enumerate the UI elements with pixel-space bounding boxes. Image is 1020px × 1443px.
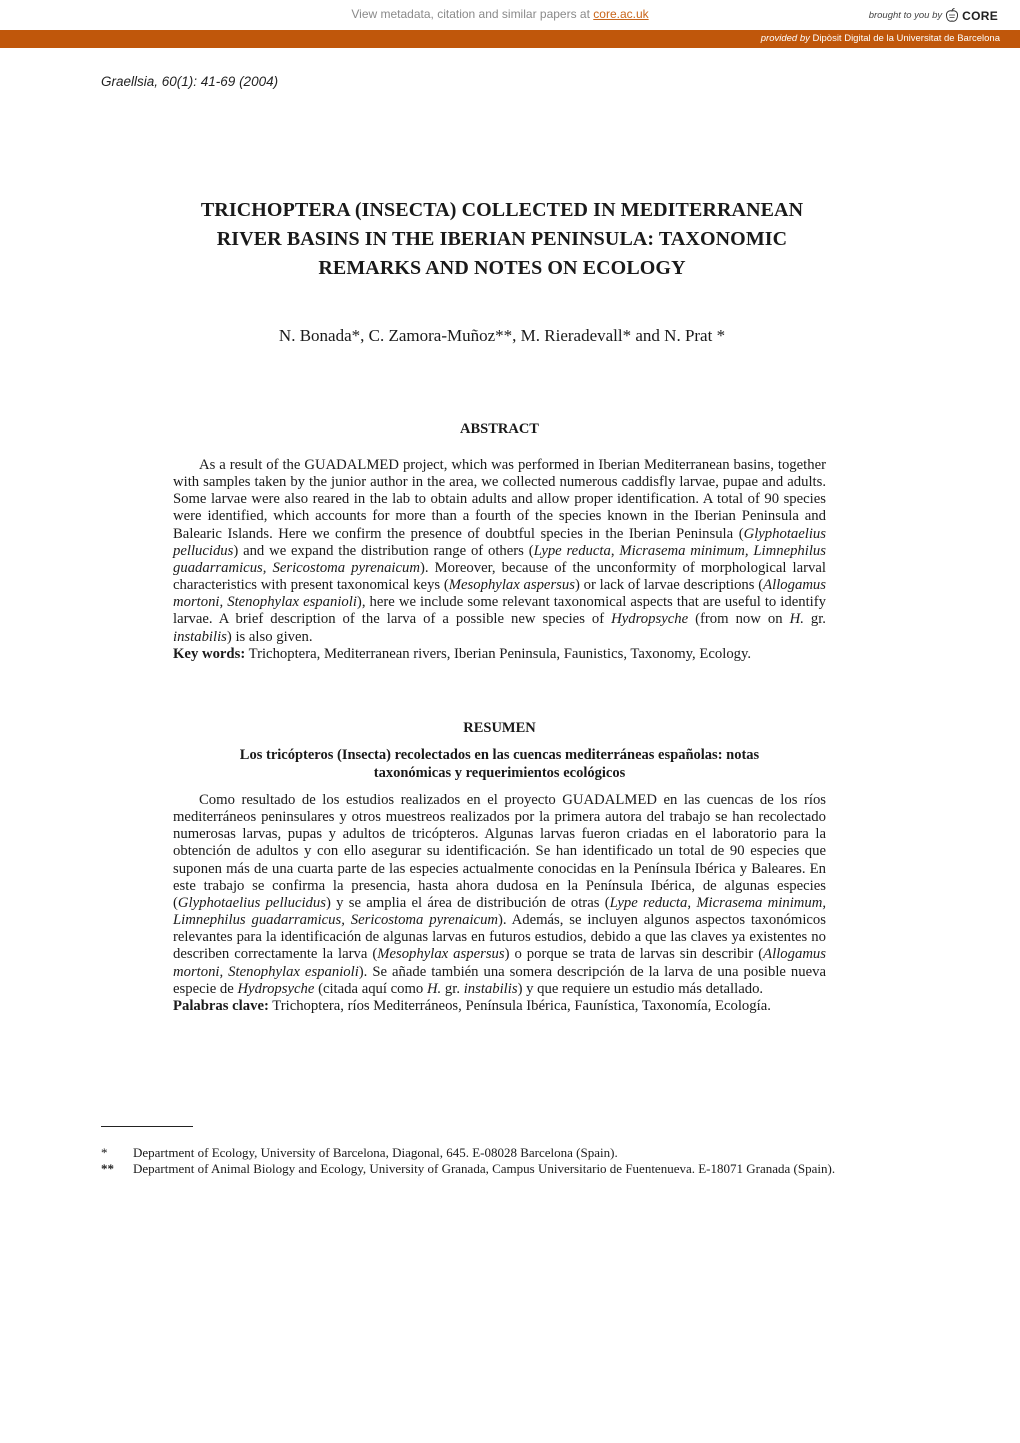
abstract-heading: ABSTRACT	[460, 421, 539, 437]
abstract-text: ) or lack of larvae descriptions (	[574, 577, 764, 594]
core-link[interactable]: core.ac.uk	[593, 7, 649, 21]
resumen-keywords	[173, 998, 826, 1015]
abstract-paragraph	[173, 457, 826, 646]
abstract-text: ). Moreover, because of the unconformity of morphological larval characteristics with present taxonomical keys (	[173, 559, 826, 594]
title-line: REMARKS AND NOTES ON ECOLOGY	[318, 257, 686, 279]
resumen-text: ) o porque se trata de larvas sin describir (	[504, 946, 764, 963]
core-view-text: View metadata, citation and similar papers at	[351, 7, 590, 21]
resumen-text: ,	[687, 894, 697, 911]
species-name: Hydropsyche	[611, 611, 689, 628]
species-name: Glyphotaelius pellucidus	[173, 525, 826, 559]
footnote	[101, 1145, 899, 1161]
provided-label: provided by	[760, 33, 810, 44]
title-line: TRICHOPTERA (INSECTA) COLLECTED IN MEDITERRANEAN	[200, 199, 804, 221]
core-provided-bar	[0, 30, 1020, 48]
species-name: Lype reducta	[533, 542, 611, 559]
species-name: instabilis	[463, 980, 518, 997]
core-provided-text	[761, 33, 1000, 44]
core-header	[0, 0, 1020, 30]
core-logo-icon	[945, 8, 959, 23]
resumen-text: ). Se añade también una somera descripción de la larva de una posible nueva especie de	[173, 963, 826, 997]
abstract-keywords	[173, 646, 826, 663]
resumen-subtitle-line: taxonómicas y requerimientos ecológicos	[373, 764, 626, 781]
paper-title	[160, 196, 844, 283]
species-name: H.	[426, 980, 442, 997]
keywords-text: Trichoptera, Mediterranean rivers, Iberian Peninsula, Faunistics, Taxonomy, Ecology.	[245, 645, 752, 662]
abstract-text: ) is also given.	[226, 628, 313, 645]
resumen-subtitle-line: Los tricópteros (Insecta) recolectados en las cuencas mediterráneas españolas: notas	[239, 747, 760, 763]
resumen-text: gr.	[441, 980, 464, 997]
footnote-mark: *	[101, 1145, 108, 1160]
keywords-label: Key words:	[173, 645, 246, 662]
footnotes	[101, 1145, 899, 1176]
resumen-text: (citada aquí como	[314, 980, 427, 997]
title-line: RIVER BASINS IN THE IBERIAN PENINSULA: TAXONOMIC	[216, 228, 788, 250]
species-name: Glyphotaelius pellucidus	[177, 894, 326, 911]
species-name: H.	[789, 611, 804, 628]
abstract-body	[173, 457, 826, 663]
abstract-text: ) and we expand the distribution range of others (	[233, 542, 534, 559]
species-name: Hydropsyche	[237, 980, 315, 997]
journal-reference: Graellsia, 60(1): 41-69 (2004)	[101, 74, 279, 89]
resumen-paragraph	[173, 792, 826, 998]
species-name: instabilis	[173, 628, 227, 645]
keywords-label: Palabras clave:	[173, 997, 269, 1014]
abstract-text: ), here we include some relevant taxonomical aspects that are useful to identify larvae. A brief description of the larva of a possible new species of	[173, 594, 826, 628]
footnote-text: Department of Animal Biology and Ecology, University of Granada, Campus Universitario de Fuentenueva. E-18071 Granada (Spain).	[133, 1160, 836, 1176]
core-brought-text: brought to you by	[868, 10, 943, 21]
resumen-text: Como resultado de los estudios realizados en el proyecto GUADALMED en las cuencas de los ríos mediterráneos peninsulares y otros muestreos realizados por la primera autora del trabajo se han recolectado numerosas larvas, pupas y adultos de tricópteros. Algunas larvas fueron criadas en el laboratorio para la obtención de adultos y con ello asegurar su identificación. Se han identificado un total de 90 especies que suponen más de una cuarta parte de las especies actualmente conocidas en la Península Ibérica y Baleares. En este trabajo se confirma la presencia, hasta ahora dudosa en la Península Ibérica, de algunas especies (	[173, 792, 826, 911]
abstract-text: gr.	[803, 611, 826, 628]
core-view-metadata	[0, 7, 1000, 21]
species-name: Lype reducta	[609, 894, 688, 911]
abstract-text: (from now on	[688, 611, 790, 628]
authors: N. Bonada*, C. Zamora-Muñoz**, M. Rieradevall* and N. Prat *	[278, 326, 726, 345]
species-name: Micrasema minimum, Limnephilus guadarramicus, Sericostoma pyrenaicum	[173, 542, 826, 576]
core-brand	[869, 8, 998, 23]
footnote-text: Department of Ecology, University of Barcelona, Diagonal, 645. E-08028 Barcelona (Spain).	[133, 1145, 618, 1160]
species-name: Allogamus mortoni, Stenophylax espanioli	[173, 946, 826, 980]
resumen-heading: RESUMEN	[463, 720, 536, 736]
core-logo-text[interactable]: CORE	[962, 8, 998, 23]
species-name: Mesophylax aspersus	[377, 946, 505, 963]
resumen-text: ) y que requiere un estudio más detallado.	[517, 980, 764, 997]
resumen-text: ) y se amplia el área de distribución de otras (	[325, 894, 610, 911]
footnote-mark: **	[101, 1160, 114, 1176]
footnote	[101, 1161, 899, 1177]
resumen-subtitle	[173, 747, 826, 782]
species-name: Allogamus mortoni, Stenophylax espanioli	[173, 577, 826, 611]
abstract-text: ,	[610, 542, 620, 559]
resumen-body	[173, 792, 826, 1015]
resumen-text: ). Además, se incluyen algunos aspectos taxonómicos relevantes para la identificación de algunas larvas en futuros estudios, debido a que las claves ya existentes no describen correctamente la larva (	[173, 912, 826, 963]
footnote-divider	[101, 1126, 193, 1127]
provided-source[interactable]: Dipòsit Digital de la Universitat de Barcelona	[812, 33, 1000, 44]
keywords-text: Trichoptera, ríos Mediterráneos, Península Ibérica, Faunística, Taxonomía, Ecología.	[268, 997, 771, 1014]
species-name: Mesophylax aspersus	[448, 577, 575, 594]
abstract-text: As a result of the GUADALMED project, which was performed in Iberian Mediterranean basins, together with samples taken by the junior author in the area, we collected numerous caddisfly larvae, pupae and adults. Some larvae were also reared in the lab to obtain adults and allow proper identification. A total of 90 species were identified, which accounts for more than a fourth of the species known in the Iberian Peninsula and Balearic Islands. Here we confirm the presence of doubtful species in the Iberian Peninsula (	[173, 457, 826, 542]
species-name: Micrasema minimum, Limnephilus guadarramicus, Sericostoma pyrenaicum	[173, 894, 827, 929]
